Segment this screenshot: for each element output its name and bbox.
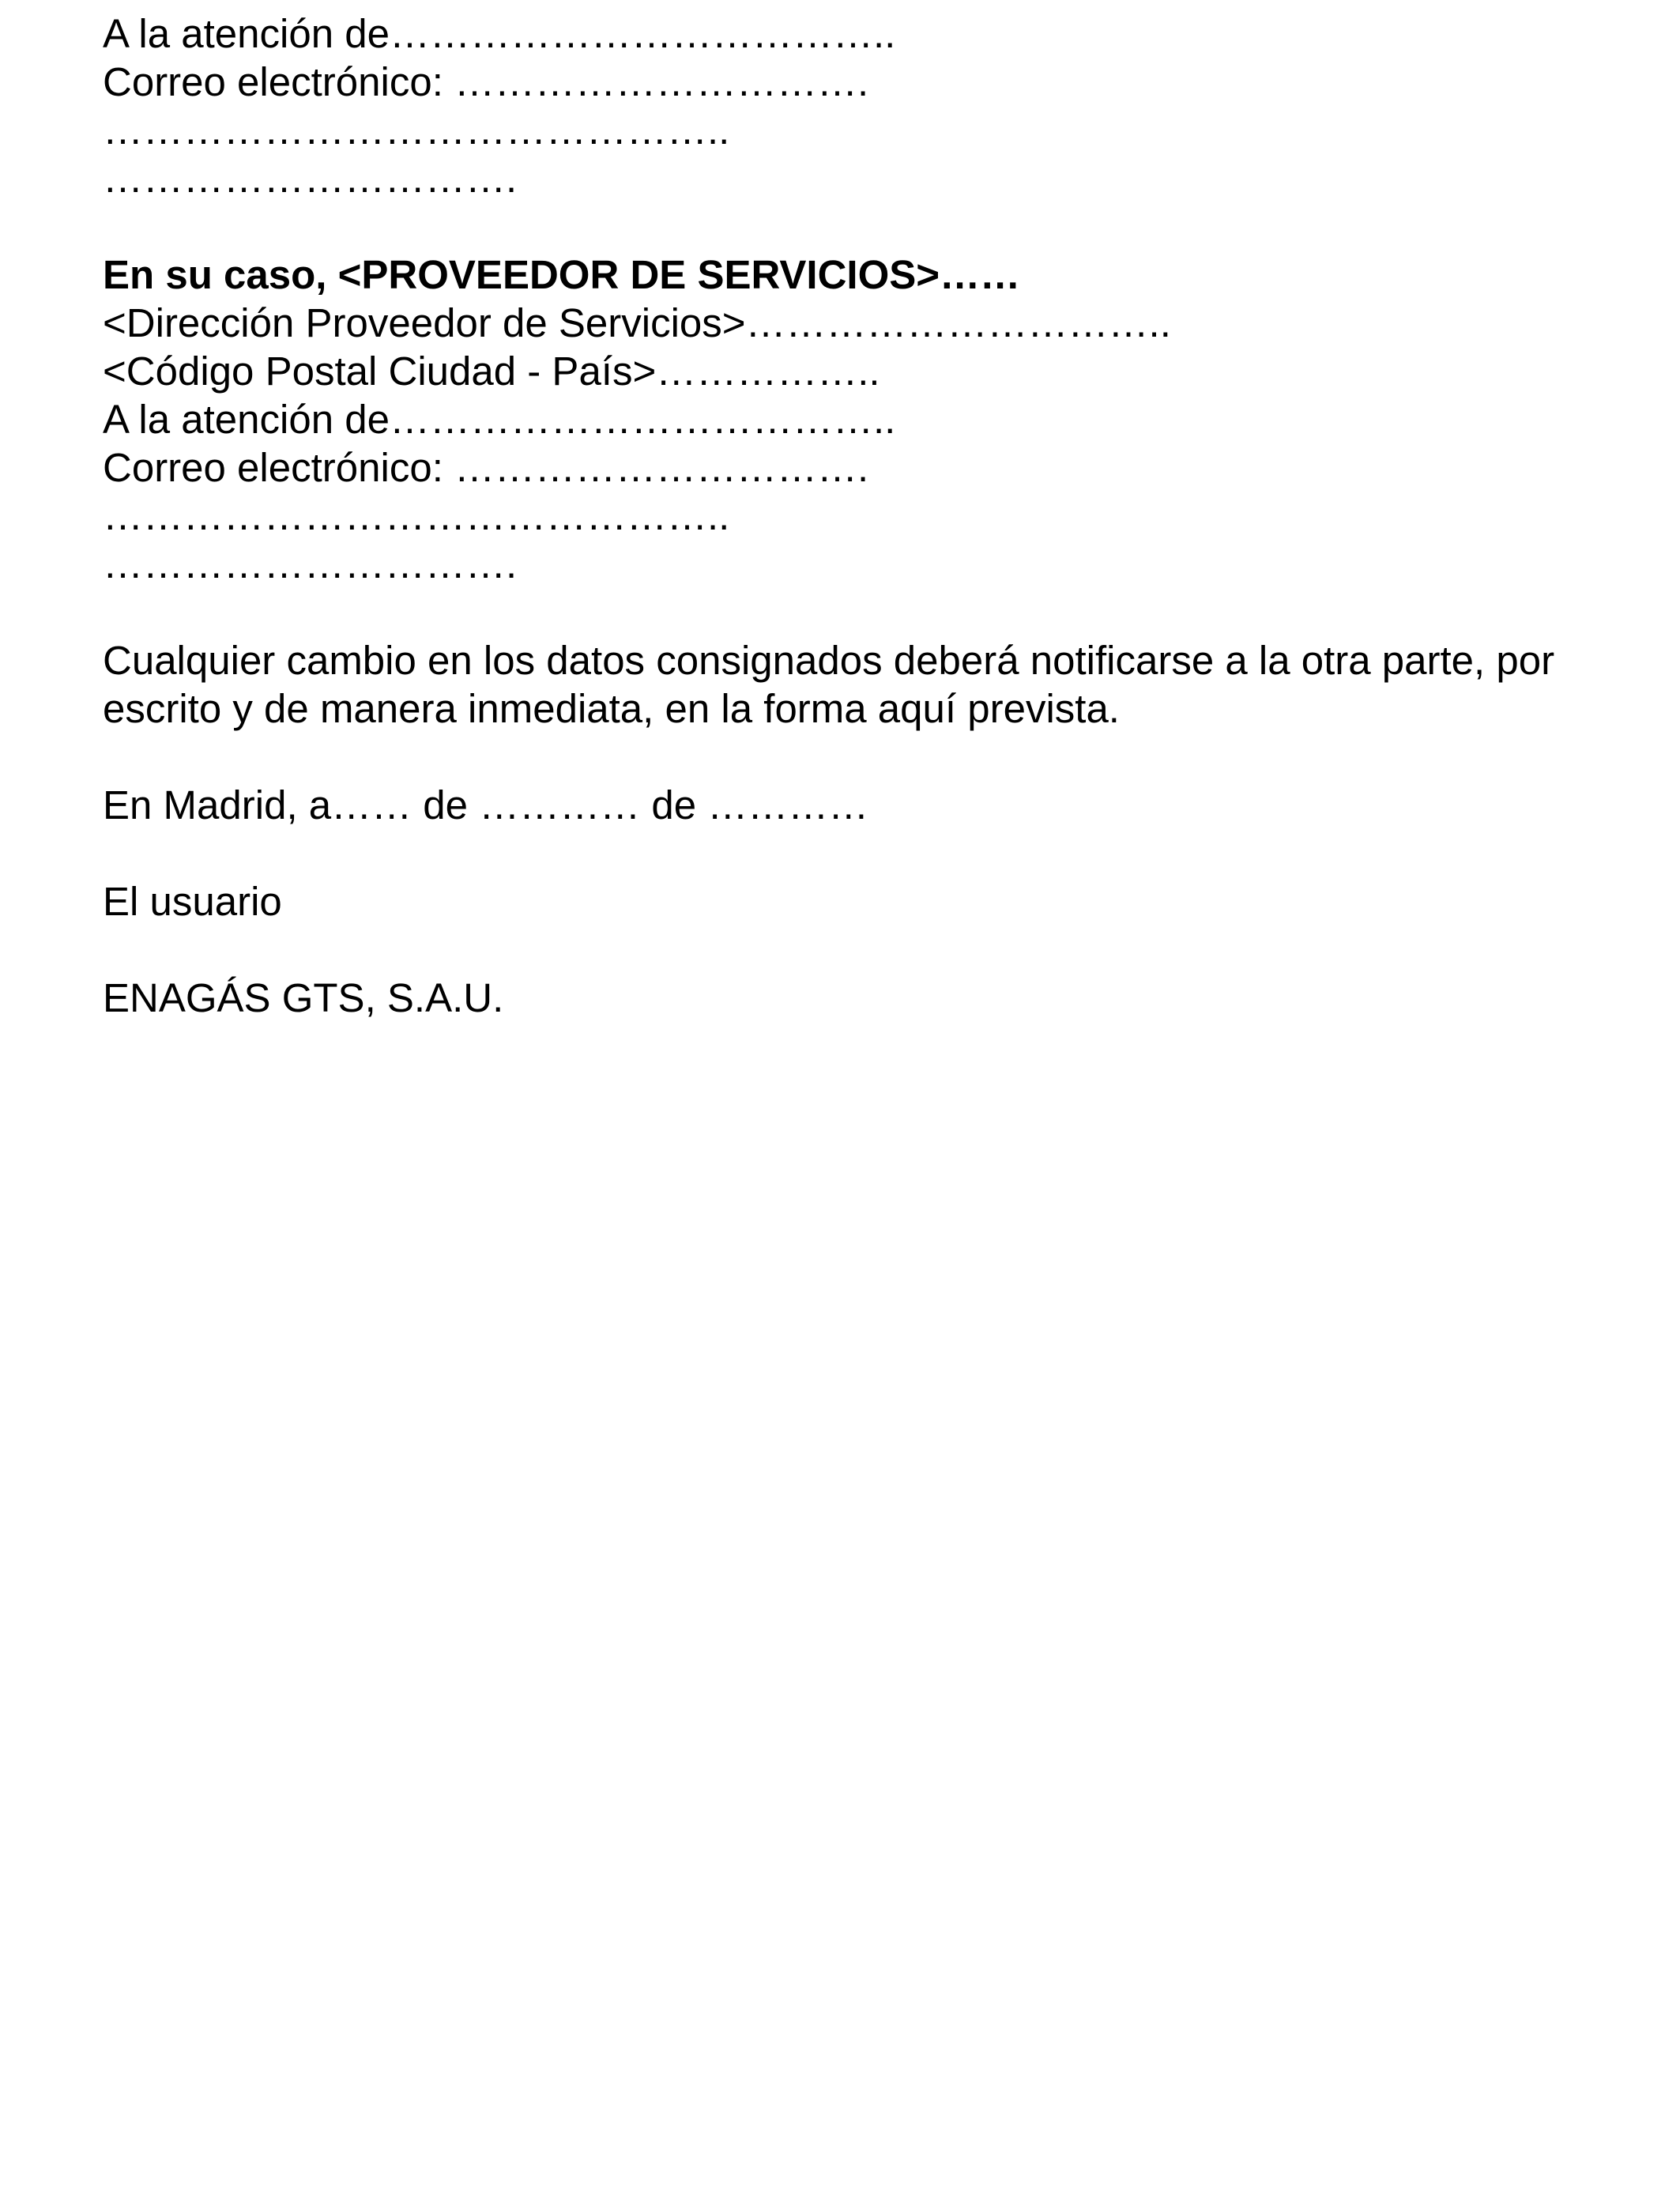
blank-fill-line: ……………………………………….. — [103, 107, 730, 153]
service-provider-heading: En su caso, <PROVEEDOR DE SERVICIOS>…… — [103, 252, 1021, 297]
blank-fill-line: …………………………. — [103, 156, 518, 201]
spacer — [103, 588, 1604, 636]
spacer — [103, 925, 1604, 974]
place-date-line: En Madrid, a…… de ………… de ………… — [103, 782, 869, 827]
provider-address-line: <Dirección Proveedor de Servicios>………………………….. — [103, 300, 1171, 345]
provider-postal-line: <Código Postal Ciudad - País>…………….. — [103, 349, 880, 394]
attention-line: A la atención de……………………………….. — [103, 397, 896, 442]
spacer — [103, 829, 1604, 877]
spacer — [103, 202, 1604, 251]
document-body — [103, 9, 1604, 1022]
spacer — [103, 733, 1604, 781]
email-line: Correo electrónico: …………………………. — [103, 59, 869, 104]
signatory-company: ENAGÁS GTS, S.A.U. — [103, 975, 504, 1020]
signatory-user: El usuario — [103, 879, 282, 924]
email-line: Correo electrónico: …………………………. — [103, 445, 869, 490]
change-notice-paragraph: Cualquier cambio en los datos consignados deberá notificarse a la otra parte, por escrito y de manera inmediata, en la forma aquí prevista. — [103, 638, 1555, 731]
blank-fill-line: ……………………………………….. — [103, 493, 730, 538]
attention-line: A la atención de……………………………….. — [103, 11, 896, 56]
blank-fill-line: …………………………. — [103, 541, 518, 586]
